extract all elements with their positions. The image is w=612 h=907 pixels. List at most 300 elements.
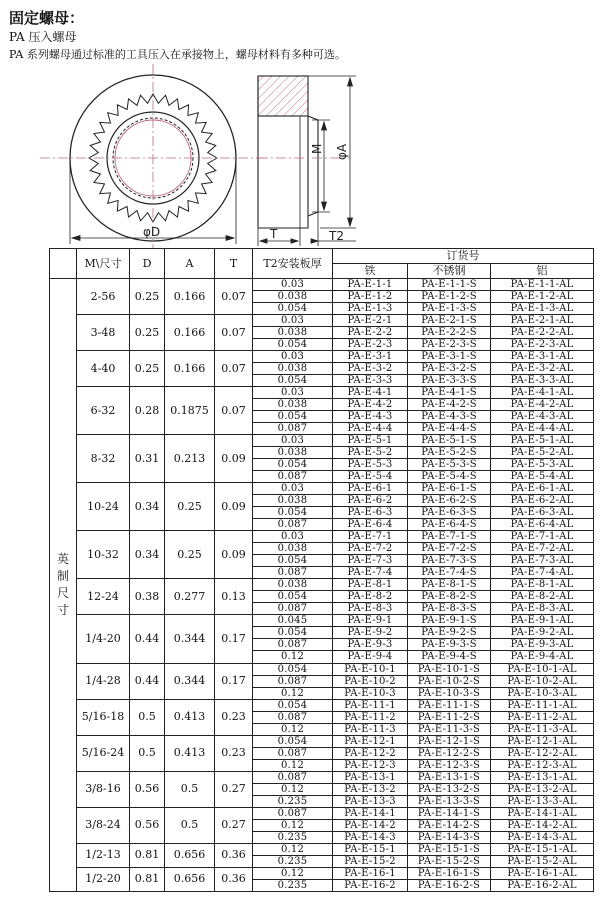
- t2-cell: 0.03: [253, 279, 333, 291]
- t-cell: 0.07: [215, 315, 253, 351]
- stainless-part-cell: PA-E-16-1-S: [408, 867, 491, 879]
- d-cell: 0.44: [130, 663, 165, 699]
- t2-cell: 0.038: [253, 399, 333, 411]
- a-cell: 0.166: [165, 315, 215, 351]
- d-cell: 0.81: [130, 867, 165, 891]
- stainless-part-cell: PA-E-2-3-S: [408, 339, 491, 351]
- stainless-part-cell: PA-E-7-3-S: [408, 555, 491, 567]
- d-cell: 0.5: [130, 699, 165, 735]
- t2-cell: 0.054: [253, 699, 333, 711]
- t2-cell: 0.12: [253, 759, 333, 771]
- d-cell: 0.44: [130, 615, 165, 663]
- aluminum-part-cell: PA-E-13-1-AL: [491, 771, 594, 783]
- aluminum-part-cell: PA-E-10-1-AL: [491, 663, 594, 675]
- aluminum-part-cell: PA-E-15-2-AL: [491, 855, 594, 867]
- m-size-cell: 8-32: [77, 435, 130, 483]
- a-cell: 0.656: [165, 843, 215, 867]
- aluminum-part-cell: PA-E-3-2-AL: [491, 363, 594, 375]
- iron-part-cell: PA-E-13-1: [333, 771, 408, 783]
- stainless-part-cell: PA-E-1-2-S: [408, 291, 491, 303]
- aluminum-part-cell: PA-E-7-1-AL: [491, 531, 594, 543]
- t2-cell: 0.087: [253, 711, 333, 723]
- label-phi-d: φD: [143, 225, 161, 239]
- t-cell: 0.07: [215, 351, 253, 387]
- aluminum-part-cell: PA-E-6-4-AL: [491, 519, 594, 531]
- aluminum-part-cell: PA-E-4-4-AL: [491, 423, 594, 435]
- aluminum-part-cell: PA-E-16-2-AL: [491, 879, 594, 891]
- aluminum-part-cell: PA-E-7-4-AL: [491, 567, 594, 579]
- aluminum-part-cell: PA-E-4-1-AL: [491, 387, 594, 399]
- t-cell: 0.23: [215, 699, 253, 735]
- t2-cell: 0.12: [253, 819, 333, 831]
- m-size-cell: 12-24: [77, 579, 130, 615]
- stainless-part-cell: PA-E-9-2-S: [408, 627, 491, 639]
- t2-cell: 0.087: [253, 639, 333, 651]
- iron-part-cell: PA-E-1-2: [333, 291, 408, 303]
- t2-cell: 0.038: [253, 363, 333, 375]
- table-row: [50, 531, 594, 543]
- iron-part-cell: PA-E-1-3: [333, 303, 408, 315]
- header-iron: 铁: [333, 264, 408, 279]
- table-row: [50, 843, 594, 855]
- d-cell: 0.34: [130, 483, 165, 531]
- t2-cell: 0.038: [253, 543, 333, 555]
- t2-cell: 0.038: [253, 327, 333, 339]
- stainless-part-cell: PA-E-11-1-S: [408, 699, 491, 711]
- iron-part-cell: PA-E-15-2: [333, 855, 408, 867]
- table-row: [50, 351, 594, 363]
- header-order-no: 订货号: [333, 249, 594, 264]
- stainless-part-cell: PA-E-1-3-S: [408, 303, 491, 315]
- t2-cell: 0.054: [253, 339, 333, 351]
- aluminum-part-cell: PA-E-5-4-AL: [491, 471, 594, 483]
- stainless-part-cell: PA-E-4-4-S: [408, 423, 491, 435]
- d-cell: 0.25: [130, 351, 165, 387]
- iron-part-cell: PA-E-4-1: [333, 387, 408, 399]
- stainless-part-cell: PA-E-1-1-S: [408, 279, 491, 291]
- stainless-part-cell: PA-E-9-4-S: [408, 651, 491, 663]
- category-label: 英 制 尺 寸: [56, 551, 69, 617]
- aluminum-part-cell: PA-E-13-2-AL: [491, 783, 594, 795]
- label-t: T: [270, 227, 278, 241]
- aluminum-part-cell: PA-E-1-2-AL: [491, 291, 594, 303]
- iron-part-cell: PA-E-7-1: [333, 531, 408, 543]
- iron-part-cell: PA-E-12-2: [333, 747, 408, 759]
- aluminum-part-cell: PA-E-9-2-AL: [491, 627, 594, 639]
- iron-part-cell: PA-E-11-3: [333, 723, 408, 735]
- page-title: 固定螺母：: [9, 9, 85, 27]
- aluminum-part-cell: PA-E-8-1-AL: [491, 579, 594, 591]
- t2-cell: 0.038: [253, 579, 333, 591]
- header-t: T: [215, 249, 253, 279]
- iron-part-cell: PA-E-12-3: [333, 759, 408, 771]
- t2-cell: 0.235: [253, 795, 333, 807]
- table-row: [50, 315, 594, 327]
- stainless-part-cell: PA-E-12-2-S: [408, 747, 491, 759]
- t-cell: 0.17: [215, 663, 253, 699]
- label-m: M: [310, 143, 324, 154]
- iron-part-cell: PA-E-6-4: [333, 519, 408, 531]
- m-size-cell: 1/2-13: [77, 843, 130, 867]
- d-cell: 0.25: [130, 315, 165, 351]
- t2-cell: 0.087: [253, 747, 333, 759]
- t2-cell: 0.038: [253, 495, 333, 507]
- iron-part-cell: PA-E-9-2: [333, 627, 408, 639]
- t2-cell: 0.03: [253, 315, 333, 327]
- aluminum-part-cell: PA-E-7-2-AL: [491, 543, 594, 555]
- iron-part-cell: PA-E-12-1: [333, 735, 408, 747]
- t2-cell: 0.054: [253, 663, 333, 675]
- stainless-part-cell: PA-E-15-1-S: [408, 843, 491, 855]
- stainless-part-cell: PA-E-10-2-S: [408, 675, 491, 687]
- a-cell: 0.344: [165, 615, 215, 663]
- aluminum-part-cell: PA-E-2-2-AL: [491, 327, 594, 339]
- nut-front-view: [40, 64, 266, 248]
- header-stainless: 不锈钢: [408, 264, 491, 279]
- stainless-part-cell: PA-E-3-3-S: [408, 375, 491, 387]
- t2-cell: 0.12: [253, 867, 333, 879]
- stainless-part-cell: PA-E-6-3-S: [408, 507, 491, 519]
- stainless-part-cell: PA-E-7-1-S: [408, 531, 491, 543]
- m-size-cell: 5/16-18: [77, 699, 130, 735]
- stainless-part-cell: PA-E-8-2-S: [408, 591, 491, 603]
- t2-cell: 0.038: [253, 447, 333, 459]
- t-cell: 0.23: [215, 735, 253, 771]
- t2-cell: 0.12: [253, 783, 333, 795]
- iron-part-cell: PA-E-14-3: [333, 831, 408, 843]
- iron-part-cell: PA-E-2-2: [333, 327, 408, 339]
- stainless-part-cell: PA-E-12-1-S: [408, 735, 491, 747]
- m-size-cell: 1/2-20: [77, 867, 130, 891]
- a-cell: 0.413: [165, 699, 215, 735]
- aluminum-part-cell: PA-E-6-1-AL: [491, 483, 594, 495]
- t2-cell: 0.087: [253, 519, 333, 531]
- iron-part-cell: PA-E-4-2: [333, 399, 408, 411]
- m-size-cell: 5/16-24: [77, 735, 130, 771]
- stainless-part-cell: PA-E-5-1-S: [408, 435, 491, 447]
- aluminum-part-cell: PA-E-16-1-AL: [491, 867, 594, 879]
- table-row: [50, 483, 594, 495]
- t2-cell: 0.087: [253, 603, 333, 615]
- t2-cell: 0.12: [253, 651, 333, 663]
- iron-part-cell: PA-E-7-2: [333, 543, 408, 555]
- aluminum-part-cell: PA-E-13-3-AL: [491, 795, 594, 807]
- m-size-cell: 3/8-16: [77, 771, 130, 807]
- iron-part-cell: PA-E-14-1: [333, 807, 408, 819]
- aluminum-part-cell: PA-E-9-4-AL: [491, 651, 594, 663]
- stainless-part-cell: PA-E-6-2-S: [408, 495, 491, 507]
- technical-drawing: [0, 62, 612, 248]
- stainless-part-cell: PA-E-9-3-S: [408, 639, 491, 651]
- t2-cell: 0.12: [253, 843, 333, 855]
- stainless-part-cell: PA-E-10-1-S: [408, 663, 491, 675]
- header-aluminum: 铝: [491, 264, 594, 279]
- aluminum-part-cell: PA-E-9-1-AL: [491, 615, 594, 627]
- a-cell: 0.25: [165, 531, 215, 579]
- t2-cell: 0.12: [253, 687, 333, 699]
- m-size-cell: 2-56: [77, 279, 130, 315]
- aluminum-part-cell: PA-E-5-1-AL: [491, 435, 594, 447]
- description-text: PA 系列螺母通过标准的工具压入在承接物上，螺母材料有多种可选。: [9, 48, 346, 61]
- t2-cell: 0.054: [253, 303, 333, 315]
- t2-cell: 0.235: [253, 831, 333, 843]
- aluminum-part-cell: PA-E-3-3-AL: [491, 375, 594, 387]
- table-row: [50, 807, 594, 819]
- stainless-part-cell: PA-E-11-2-S: [408, 711, 491, 723]
- t2-cell: 0.235: [253, 855, 333, 867]
- t-cell: 0.07: [215, 387, 253, 435]
- t2-cell: 0.087: [253, 807, 333, 819]
- iron-part-cell: PA-E-10-1: [333, 663, 408, 675]
- aluminum-part-cell: PA-E-12-1-AL: [491, 735, 594, 747]
- aluminum-part-cell: PA-E-8-2-AL: [491, 591, 594, 603]
- m-size-cell: 1/4-28: [77, 663, 130, 699]
- t2-cell: 0.054: [253, 555, 333, 567]
- stainless-part-cell: PA-E-16-2-S: [408, 879, 491, 891]
- stainless-part-cell: PA-E-4-3-S: [408, 411, 491, 423]
- t-cell: 0.07: [215, 279, 253, 315]
- table-row: [50, 699, 594, 711]
- t2-cell: 0.054: [253, 735, 333, 747]
- iron-part-cell: PA-E-4-3: [333, 411, 408, 423]
- stainless-part-cell: PA-E-13-2-S: [408, 783, 491, 795]
- iron-part-cell: PA-E-2-3: [333, 339, 408, 351]
- iron-part-cell: PA-E-10-3: [333, 687, 408, 699]
- stainless-part-cell: PA-E-13-1-S: [408, 771, 491, 783]
- iron-part-cell: PA-E-14-2: [333, 819, 408, 831]
- table-row: [50, 435, 594, 447]
- aluminum-part-cell: PA-E-10-2-AL: [491, 675, 594, 687]
- table-row: [50, 387, 594, 399]
- iron-part-cell: PA-E-15-1: [333, 843, 408, 855]
- aluminum-part-cell: PA-E-4-2-AL: [491, 399, 594, 411]
- aluminum-part-cell: PA-E-12-3-AL: [491, 759, 594, 771]
- iron-part-cell: PA-E-2-1: [333, 315, 408, 327]
- d-cell: 0.38: [130, 579, 165, 615]
- t-cell: 0.09: [215, 531, 253, 579]
- iron-part-cell: PA-E-10-2: [333, 675, 408, 687]
- stainless-part-cell: PA-E-14-2-S: [408, 819, 491, 831]
- aluminum-part-cell: PA-E-1-1-AL: [491, 279, 594, 291]
- iron-part-cell: PA-E-6-3: [333, 507, 408, 519]
- t2-cell: 0.054: [253, 459, 333, 471]
- aluminum-part-cell: PA-E-5-3-AL: [491, 459, 594, 471]
- aluminum-part-cell: PA-E-6-3-AL: [491, 507, 594, 519]
- stainless-part-cell: PA-E-5-3-S: [408, 459, 491, 471]
- t2-cell: 0.087: [253, 471, 333, 483]
- a-cell: 0.25: [165, 483, 215, 531]
- page-subtitle: PA 压入螺母: [9, 30, 77, 44]
- iron-part-cell: PA-E-1-1: [333, 279, 408, 291]
- aluminum-part-cell: PA-E-10-3-AL: [491, 687, 594, 699]
- header-m-size: M\尺寸: [77, 249, 130, 279]
- stainless-part-cell: PA-E-7-4-S: [408, 567, 491, 579]
- iron-part-cell: PA-E-5-3: [333, 459, 408, 471]
- t2-cell: 0.03: [253, 351, 333, 363]
- stainless-part-cell: PA-E-3-1-S: [408, 351, 491, 363]
- a-cell: 0.344: [165, 663, 215, 699]
- t2-cell: 0.235: [253, 879, 333, 891]
- stainless-part-cell: PA-E-12-3-S: [408, 759, 491, 771]
- t2-cell: 0.087: [253, 423, 333, 435]
- stainless-part-cell: PA-E-9-1-S: [408, 615, 491, 627]
- stainless-part-cell: PA-E-2-1-S: [408, 315, 491, 327]
- iron-part-cell: PA-E-6-2: [333, 495, 408, 507]
- spec-table: [49, 248, 594, 892]
- t-cell: 0.27: [215, 771, 253, 807]
- table-row: [50, 663, 594, 675]
- aluminum-part-cell: PA-E-8-3-AL: [491, 603, 594, 615]
- m-size-cell: 3/8-24: [77, 807, 130, 843]
- t2-cell: 0.045: [253, 615, 333, 627]
- table-row: [50, 771, 594, 783]
- t2-cell: 0.038: [253, 291, 333, 303]
- iron-part-cell: PA-E-9-1: [333, 615, 408, 627]
- t-cell: 0.36: [215, 867, 253, 891]
- stainless-part-cell: PA-E-8-1-S: [408, 579, 491, 591]
- iron-part-cell: PA-E-8-1: [333, 579, 408, 591]
- t2-cell: 0.054: [253, 411, 333, 423]
- iron-part-cell: PA-E-16-1: [333, 867, 408, 879]
- t-cell: 0.36: [215, 843, 253, 867]
- iron-part-cell: PA-E-13-2: [333, 783, 408, 795]
- stainless-part-cell: PA-E-6-1-S: [408, 483, 491, 495]
- aluminum-part-cell: PA-E-15-1-AL: [491, 843, 594, 855]
- d-cell: 0.25: [130, 279, 165, 315]
- stainless-part-cell: PA-E-14-3-S: [408, 831, 491, 843]
- aluminum-part-cell: PA-E-11-3-AL: [491, 723, 594, 735]
- d-cell: 0.56: [130, 807, 165, 843]
- aluminum-part-cell: PA-E-14-3-AL: [491, 831, 594, 843]
- t2-cell: 0.03: [253, 531, 333, 543]
- stainless-part-cell: PA-E-15-2-S: [408, 855, 491, 867]
- aluminum-part-cell: PA-E-11-2-AL: [491, 711, 594, 723]
- iron-part-cell: PA-E-7-4: [333, 567, 408, 579]
- stainless-part-cell: PA-E-2-2-S: [408, 327, 491, 339]
- dimension-m: [312, 120, 330, 212]
- t2-cell: 0.054: [253, 375, 333, 387]
- iron-part-cell: PA-E-9-4: [333, 651, 408, 663]
- stainless-part-cell: PA-E-5-2-S: [408, 447, 491, 459]
- iron-part-cell: PA-E-5-1: [333, 435, 408, 447]
- aluminum-part-cell: PA-E-14-2-AL: [491, 819, 594, 831]
- a-cell: 0.213: [165, 435, 215, 483]
- t2-cell: 0.054: [253, 507, 333, 519]
- stainless-part-cell: PA-E-7-2-S: [408, 543, 491, 555]
- t2-cell: 0.054: [253, 627, 333, 639]
- aluminum-part-cell: PA-E-14-1-AL: [491, 807, 594, 819]
- header-a: A: [165, 249, 215, 279]
- category-cell: [50, 279, 77, 892]
- iron-part-cell: PA-E-9-3: [333, 639, 408, 651]
- iron-part-cell: PA-E-3-2: [333, 363, 408, 375]
- m-size-cell: 3-48: [77, 315, 130, 351]
- stainless-part-cell: PA-E-6-4-S: [408, 519, 491, 531]
- table-row: [50, 615, 594, 627]
- t2-cell: 0.087: [253, 675, 333, 687]
- iron-part-cell: PA-E-3-1: [333, 351, 408, 363]
- iron-part-cell: PA-E-3-3: [333, 375, 408, 387]
- table-row: [50, 279, 594, 291]
- aluminum-part-cell: PA-E-3-1-AL: [491, 351, 594, 363]
- iron-part-cell: PA-E-5-2: [333, 447, 408, 459]
- label-t2: T2: [329, 229, 344, 243]
- t-cell: 0.17: [215, 615, 253, 663]
- t-cell: 0.09: [215, 435, 253, 483]
- header-d: D: [130, 249, 165, 279]
- label-phi-a: φA: [335, 143, 349, 160]
- a-cell: 0.166: [165, 351, 215, 387]
- m-size-cell: 6-32: [77, 387, 130, 435]
- t-cell: 0.09: [215, 483, 253, 531]
- iron-part-cell: PA-E-8-3: [333, 603, 408, 615]
- table-row: [50, 735, 594, 747]
- t2-cell: 0.087: [253, 771, 333, 783]
- t2-cell: 0.03: [253, 387, 333, 399]
- m-size-cell: 10-32: [77, 531, 130, 579]
- d-cell: 0.81: [130, 843, 165, 867]
- t2-cell: 0.087: [253, 567, 333, 579]
- stainless-part-cell: PA-E-13-3-S: [408, 795, 491, 807]
- stainless-part-cell: PA-E-5-4-S: [408, 471, 491, 483]
- a-cell: 0.1875: [165, 387, 215, 435]
- aluminum-part-cell: PA-E-1-3-AL: [491, 303, 594, 315]
- iron-part-cell: PA-E-4-4: [333, 423, 408, 435]
- aluminum-part-cell: PA-E-2-3-AL: [491, 339, 594, 351]
- aluminum-part-cell: PA-E-11-1-AL: [491, 699, 594, 711]
- iron-part-cell: PA-E-11-1: [333, 699, 408, 711]
- aluminum-part-cell: PA-E-2-1-AL: [491, 315, 594, 327]
- aluminum-part-cell: PA-E-9-3-AL: [491, 639, 594, 651]
- iron-part-cell: PA-E-5-4: [333, 471, 408, 483]
- t-cell: 0.13: [215, 579, 253, 615]
- a-cell: 0.5: [165, 807, 215, 843]
- stainless-part-cell: PA-E-3-2-S: [408, 363, 491, 375]
- iron-part-cell: PA-E-6-1: [333, 483, 408, 495]
- a-cell: 0.656: [165, 867, 215, 891]
- table-row: [50, 867, 594, 879]
- a-cell: 0.5: [165, 771, 215, 807]
- header-blank: [50, 249, 77, 279]
- aluminum-part-cell: PA-E-12-2-AL: [491, 747, 594, 759]
- t2-cell: 0.12: [253, 723, 333, 735]
- t2-cell: 0.03: [253, 483, 333, 495]
- aluminum-part-cell: PA-E-4-3-AL: [491, 411, 594, 423]
- iron-part-cell: PA-E-16-2: [333, 879, 408, 891]
- d-cell: 0.31: [130, 435, 165, 483]
- iron-part-cell: PA-E-8-2: [333, 591, 408, 603]
- a-cell: 0.413: [165, 735, 215, 771]
- aluminum-part-cell: PA-E-5-2-AL: [491, 447, 594, 459]
- header-t2: T2安装板厚: [253, 249, 333, 279]
- stainless-part-cell: PA-E-8-3-S: [408, 603, 491, 615]
- stainless-part-cell: PA-E-14-1-S: [408, 807, 491, 819]
- iron-part-cell: PA-E-11-2: [333, 711, 408, 723]
- d-cell: 0.56: [130, 771, 165, 807]
- iron-part-cell: PA-E-7-3: [333, 555, 408, 567]
- m-size-cell: 1/4-20: [77, 615, 130, 663]
- a-cell: 0.277: [165, 579, 215, 615]
- a-cell: 0.166: [165, 279, 215, 315]
- m-size-cell: 4-40: [77, 351, 130, 387]
- d-cell: 0.28: [130, 387, 165, 435]
- stainless-part-cell: PA-E-4-1-S: [408, 387, 491, 399]
- aluminum-part-cell: PA-E-7-3-AL: [491, 555, 594, 567]
- stainless-part-cell: PA-E-4-2-S: [408, 399, 491, 411]
- table-row: [50, 579, 594, 591]
- iron-part-cell: PA-E-13-3: [333, 795, 408, 807]
- t2-cell: 0.054: [253, 591, 333, 603]
